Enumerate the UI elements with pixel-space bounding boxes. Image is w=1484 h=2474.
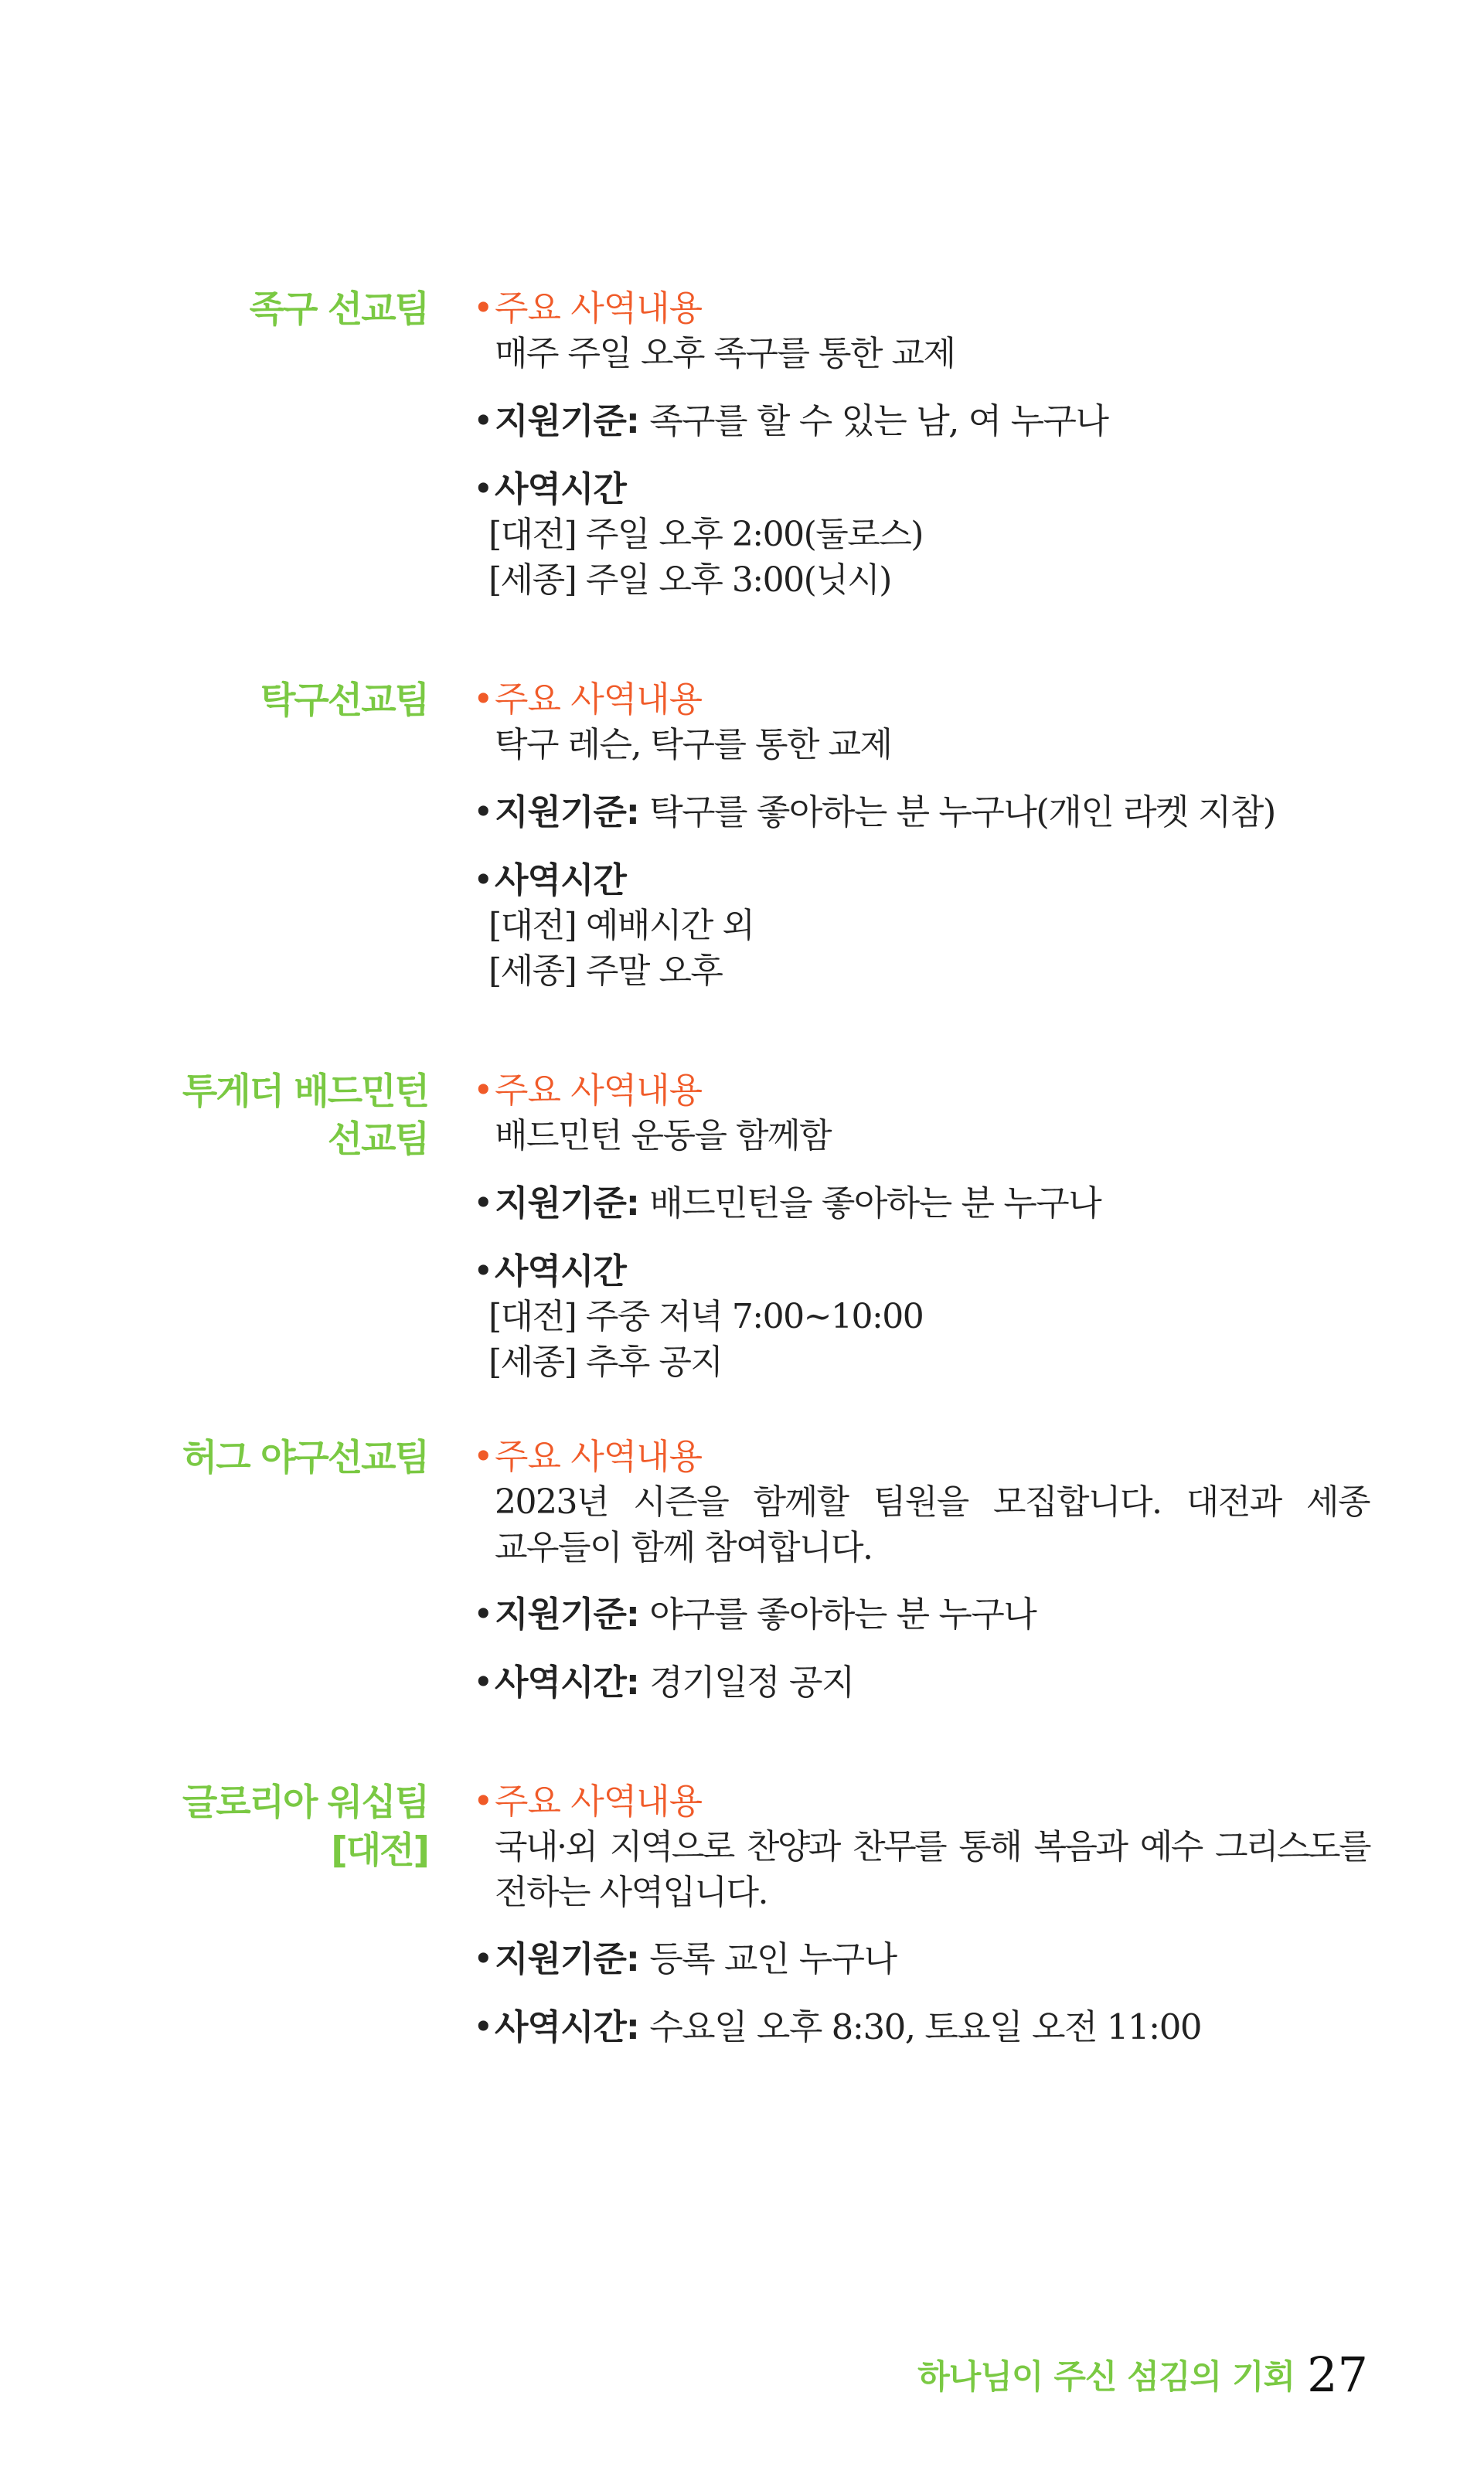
criteria-value: 배드민턴을 좋아하는 분 누구나 [649,1183,1101,1223]
time-label: 사역시간 [495,468,626,509]
bullet-icon: • [473,1938,493,1979]
content-item [473,1779,1370,1915]
content-item [473,1434,1370,1570]
content-text: 전하는 사역입니다. [495,1873,768,1912]
criteria-item [473,1181,1370,1226]
time-label: 사역시간 [495,1251,626,1291]
bullet-icon: • [473,1662,493,1703]
time-value: 수요일 오후 8:30, 토요일 오전 11:00 [649,2006,1201,2047]
bullet-icon: • [473,1251,493,1291]
time-value: 경기일정 공지 [649,1662,854,1703]
bullet-icon: • [473,288,493,328]
footer-title: 하나님이 주신 섬김의 기회 [917,2358,1295,2397]
content-text: 2023년 시즌을 함께할 팀원을 모집합니다. 대전과 세종 [495,1482,1370,1522]
page-footer [917,2346,1368,2401]
time-item [473,467,1370,603]
bullet-icon: • [473,400,493,441]
content-text: 매주 주일 오후 족구를 통한 교제 [495,334,955,373]
bullet-icon: • [473,468,493,509]
team-name: 탁구선교팀 [260,679,428,722]
criteria-value: 등록 교인 누구나 [649,1938,897,1979]
team-name: 글로리아 워십팀 [대전] [182,1781,428,1872]
criteria-value: 탁구를 좋아하는 분 누구나(개인 라켓 지참) [649,791,1275,832]
criteria-value: 야구를 좋아하는 분 누구나 [649,1594,1036,1635]
criteria-item [473,1937,1370,1982]
bullet-icon: • [473,679,493,720]
content-heading: 주요 사역내용 [495,1070,703,1111]
bullet-icon: • [473,2006,493,2047]
time-item [473,1249,1370,1385]
content-text: 탁구 레슨, 탁구를 통한 교제 [495,725,892,764]
bullet-icon: • [473,859,493,900]
content-heading: 주요 사역내용 [495,288,703,328]
time-text: [대전] 주중 저녁 7:00~10:00 [세종] 추후 공지 [488,1297,924,1382]
criteria-label: 지원기준: [495,1938,639,1979]
time-item [473,858,1370,994]
time-label: 사역시간: [495,1662,639,1703]
bullet-icon: • [473,791,493,832]
content-text: 교우들이 함께 참여합니다. [495,1528,873,1567]
team-name: 허그 야구선교팀 [182,1437,428,1479]
bullet-icon: • [473,1781,493,1822]
content-heading: 주요 사역내용 [495,679,703,720]
time-item [473,1660,1370,1705]
criteria-label: 지원기준: [495,791,639,832]
bullet-icon: • [473,1594,493,1635]
bullet-icon: • [473,1070,493,1111]
criteria-item [473,790,1370,835]
team-name: 투게더 배드민턴 선교팀 [182,1070,428,1161]
criteria-label: 지원기준: [495,400,639,441]
criteria-item [473,1592,1370,1637]
content-item [473,677,1370,767]
content-item [473,286,1370,376]
page-number: 27 [1307,2346,1368,2403]
content-text: 배드민턴 운동을 함께함 [495,1116,832,1155]
criteria-label: 지원기준: [495,1594,639,1635]
criteria-value: 족구를 할 수 있는 남, 여 누구나 [649,400,1108,441]
bullet-icon: • [473,1436,493,1477]
content-item [473,1068,1370,1159]
time-text: [대전] 예배시간 외 [세종] 주말 오후 [488,906,754,991]
team-name: 족구 선교팀 [249,288,428,331]
time-label: 사역시간: [495,2006,639,2047]
time-text: [대전] 주일 오후 2:00(둘로스) [세종] 주일 오후 3:00(닛시) [488,515,923,600]
criteria-item [473,399,1370,444]
time-label: 사역시간 [495,859,626,900]
criteria-label: 지원기준: [495,1183,639,1223]
time-item [473,2005,1370,2050]
content-text: 국내·외 지역으로 찬양과 찬무를 통해 복음과 예수 그리스도를 [495,1827,1370,1867]
content-heading: 주요 사역내용 [495,1436,703,1477]
bullet-icon: • [473,1183,493,1223]
content-heading: 주요 사역내용 [495,1781,703,1822]
